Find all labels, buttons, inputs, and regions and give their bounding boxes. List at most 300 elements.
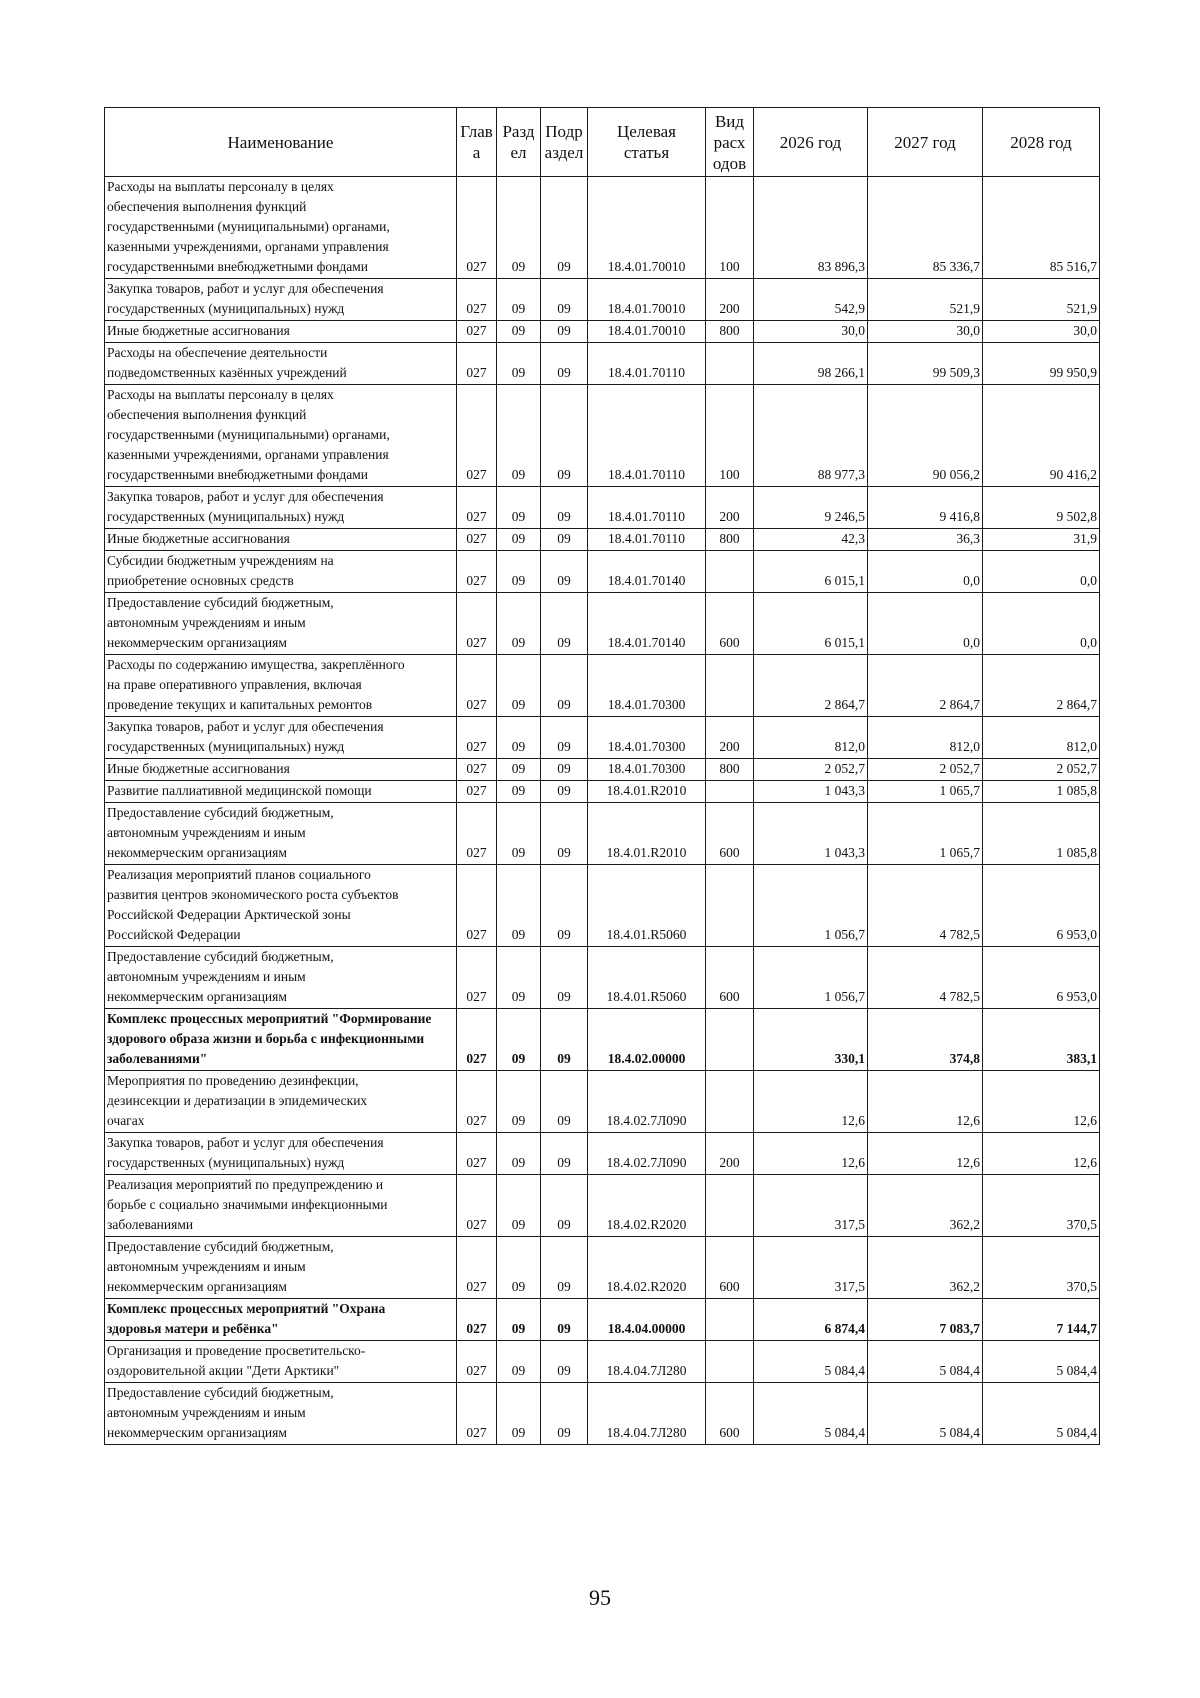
header-target-line: Целевая [616, 122, 677, 141]
table-row [105, 1237, 1100, 1299]
header-type-line: одов [712, 153, 747, 173]
cell-expense-type: 200 [706, 487, 754, 529]
cell-expense-type [706, 781, 754, 803]
table-row [105, 803, 1100, 865]
cell-name-line: государственными (муниципальными) органами, [107, 219, 390, 234]
cell-2027: 1 065,7 [868, 781, 983, 803]
cell-2027: 1 065,7 [868, 803, 983, 865]
header-chapter [457, 108, 497, 177]
cell-chapter: 027 [457, 1175, 497, 1237]
cell-name-line: Расходы на обеспечение деятельности [107, 345, 328, 360]
cell-2028: 7 144,7 [983, 1299, 1100, 1341]
cell-2028: 12,6 [983, 1133, 1100, 1175]
cell-subsection: 09 [541, 781, 588, 803]
cell-section: 09 [497, 529, 541, 551]
cell-name-line: заболеваниями [107, 1217, 194, 1232]
cell-name [105, 865, 457, 947]
cell-name-line: Иные бюджетные ассигнования [107, 531, 290, 546]
cell-subsection: 09 [541, 947, 588, 1009]
cell-name-line: обеспечения выполнения функций [107, 407, 307, 422]
cell-target-article: 18.4.01.70010 [588, 279, 706, 321]
cell-name-line: на праве оперативного управления, включая [107, 677, 362, 692]
cell-subsection: 09 [541, 1071, 588, 1133]
cell-target-article: 18.4.01.R2010 [588, 803, 706, 865]
cell-chapter: 027 [457, 321, 497, 343]
cell-subsection: 09 [541, 177, 588, 279]
cell-2027: 521,9 [868, 279, 983, 321]
cell-2027: 374,8 [868, 1009, 983, 1071]
table-row [105, 385, 1100, 487]
cell-subsection: 09 [541, 593, 588, 655]
cell-2026: 42,3 [754, 529, 868, 551]
cell-2027: 30,0 [868, 321, 983, 343]
cell-name-line: Закупка товаров, работ и услуг для обеспечения [107, 719, 384, 734]
cell-2026: 88 977,3 [754, 385, 868, 487]
cell-name [105, 177, 457, 279]
cell-chapter: 027 [457, 759, 497, 781]
cell-name-line: подведомственных казённых учреждений [107, 365, 347, 380]
cell-target-article: 18.4.01.R5060 [588, 947, 706, 1009]
table-row [105, 321, 1100, 343]
header-subsection [541, 108, 588, 177]
cell-2027: 0,0 [868, 551, 983, 593]
cell-subsection: 09 [541, 717, 588, 759]
cell-2028: 370,5 [983, 1175, 1100, 1237]
cell-chapter: 027 [457, 1009, 497, 1071]
cell-subsection: 09 [541, 1341, 588, 1383]
cell-name-line: Предоставление субсидий бюджетным, [107, 595, 334, 610]
table-row [105, 1133, 1100, 1175]
cell-expense-type [706, 1009, 754, 1071]
cell-name-line: некоммерческим организациям [107, 989, 287, 1004]
table-row [105, 717, 1100, 759]
cell-name-line: Комплекс процессных мероприятий "Формирование [107, 1011, 432, 1026]
cell-subsection: 09 [541, 279, 588, 321]
cell-subsection: 09 [541, 1383, 588, 1445]
cell-section: 09 [497, 803, 541, 865]
cell-name [105, 1009, 457, 1071]
cell-section: 09 [497, 1383, 541, 1445]
cell-name-line: Иные бюджетные ассигнования [107, 323, 290, 338]
cell-2028: 370,5 [983, 1237, 1100, 1299]
cell-target-article: 18.4.01.70140 [588, 551, 706, 593]
cell-2027: 99 509,3 [868, 343, 983, 385]
cell-2028: 31,9 [983, 529, 1100, 551]
cell-2027: 7 083,7 [868, 1299, 983, 1341]
cell-name-line: государственных (муниципальных) нужд [107, 1155, 345, 1170]
cell-section: 09 [497, 593, 541, 655]
cell-expense-type: 800 [706, 759, 754, 781]
header-section [497, 108, 541, 177]
cell-2026: 1 043,3 [754, 781, 868, 803]
cell-name [105, 551, 457, 593]
cell-name-line: заболеваниями" [107, 1051, 208, 1066]
cell-name-line: дезинсекции и дератизации в эпидемических [107, 1093, 368, 1108]
header-subsection-line: аздел [544, 143, 584, 162]
cell-name-line: борьбе с социально значимыми инфекционными [107, 1197, 388, 1212]
cell-section: 09 [497, 1341, 541, 1383]
cell-chapter: 027 [457, 529, 497, 551]
cell-expense-type: 100 [706, 385, 754, 487]
cell-name-line: Реализация мероприятий по предупреждению и [107, 1177, 384, 1192]
cell-2028: 1 085,8 [983, 803, 1100, 865]
cell-name-line: очагах [107, 1113, 145, 1128]
cell-target-article: 18.4.01.R5060 [588, 865, 706, 947]
cell-2026: 1 056,7 [754, 865, 868, 947]
cell-name-line: некоммерческим организациям [107, 845, 287, 860]
table-row [105, 1299, 1100, 1341]
cell-section: 09 [497, 1071, 541, 1133]
cell-target-article: 18.4.01.70110 [588, 385, 706, 487]
cell-chapter: 027 [457, 551, 497, 593]
cell-2028: 6 953,0 [983, 865, 1100, 947]
cell-2027: 362,2 [868, 1237, 983, 1299]
cell-expense-type: 200 [706, 279, 754, 321]
cell-name-line: Предоставление субсидий бюджетным, [107, 1239, 334, 1254]
table-row [105, 343, 1100, 385]
cell-expense-type [706, 1175, 754, 1237]
cell-2028: 85 516,7 [983, 177, 1100, 279]
cell-name [105, 655, 457, 717]
cell-subsection: 09 [541, 655, 588, 717]
cell-name [105, 1071, 457, 1133]
cell-name-line: некоммерческим организациям [107, 1425, 287, 1440]
table-row [105, 593, 1100, 655]
cell-chapter: 027 [457, 1341, 497, 1383]
cell-2026: 30,0 [754, 321, 868, 343]
cell-target-article: 18.4.01.70010 [588, 321, 706, 343]
header-chapter-line: а [472, 143, 481, 162]
cell-target-article: 18.4.02.R2020 [588, 1237, 706, 1299]
cell-2028: 12,6 [983, 1071, 1100, 1133]
header-subsection-line: Подр [545, 122, 583, 141]
cell-2027: 2 052,7 [868, 759, 983, 781]
cell-2026: 6 015,1 [754, 551, 868, 593]
cell-chapter: 027 [457, 655, 497, 717]
cell-name [105, 717, 457, 759]
cell-2026: 83 896,3 [754, 177, 868, 279]
cell-name-line: обеспечения выполнения функций [107, 199, 307, 214]
cell-2028: 99 950,9 [983, 343, 1100, 385]
header-section-line: Разд [502, 122, 535, 141]
cell-2027: 2 864,7 [868, 655, 983, 717]
cell-2027: 5 084,4 [868, 1383, 983, 1445]
cell-chapter: 027 [457, 803, 497, 865]
cell-target-article: 18.4.04.00000 [588, 1299, 706, 1341]
cell-target-article: 18.4.02.R2020 [588, 1175, 706, 1237]
cell-expense-type [706, 1299, 754, 1341]
cell-expense-type: 600 [706, 947, 754, 1009]
cell-chapter: 027 [457, 1383, 497, 1445]
table-row [105, 781, 1100, 803]
cell-name-line: автономным учреждениям и иным [107, 1259, 306, 1274]
cell-name-line: государственных (муниципальных) нужд [107, 301, 345, 316]
cell-section: 09 [497, 1237, 541, 1299]
cell-2028: 9 502,8 [983, 487, 1100, 529]
cell-chapter: 027 [457, 1133, 497, 1175]
cell-name-line: автономным учреждениям и иным [107, 969, 306, 984]
cell-chapter: 027 [457, 1237, 497, 1299]
cell-name [105, 803, 457, 865]
cell-section: 09 [497, 177, 541, 279]
cell-name [105, 947, 457, 1009]
cell-name-line: Предоставление субсидий бюджетным, [107, 1385, 334, 1400]
cell-2027: 4 782,5 [868, 947, 983, 1009]
cell-2027: 4 782,5 [868, 865, 983, 947]
cell-expense-type: 600 [706, 1383, 754, 1445]
cell-chapter: 027 [457, 487, 497, 529]
cell-2027: 90 056,2 [868, 385, 983, 487]
cell-expense-type: 800 [706, 321, 754, 343]
cell-2026: 542,9 [754, 279, 868, 321]
cell-subsection: 09 [541, 529, 588, 551]
cell-2027: 85 336,7 [868, 177, 983, 279]
cell-2026: 1 043,3 [754, 803, 868, 865]
cell-name-line: здорового образа жизни и борьба с инфекционными [107, 1031, 425, 1046]
cell-chapter: 027 [457, 865, 497, 947]
header-name: Наименование [105, 108, 457, 177]
header-type-line: Вид [714, 111, 745, 131]
cell-name-line: государственных (муниципальных) нужд [107, 739, 345, 754]
cell-chapter: 027 [457, 1299, 497, 1341]
cell-expense-type [706, 1341, 754, 1383]
cell-name-line: Закупка товаров, работ и услуг для обеспечения [107, 281, 384, 296]
cell-section: 09 [497, 759, 541, 781]
cell-2027: 5 084,4 [868, 1341, 983, 1383]
cell-target-article: 18.4.01.R2010 [588, 781, 706, 803]
cell-chapter: 027 [457, 177, 497, 279]
cell-section: 09 [497, 1133, 541, 1175]
cell-2026: 330,1 [754, 1009, 868, 1071]
header-expense-type [706, 108, 754, 177]
cell-name-line: автономным учреждениям и иным [107, 1405, 306, 1420]
cell-2026: 98 266,1 [754, 343, 868, 385]
cell-name [105, 1133, 457, 1175]
cell-2028: 90 416,2 [983, 385, 1100, 487]
cell-expense-type: 100 [706, 177, 754, 279]
cell-expense-type: 800 [706, 529, 754, 551]
cell-expense-type: 200 [706, 717, 754, 759]
cell-2026: 317,5 [754, 1175, 868, 1237]
header-type-line: расх [713, 132, 746, 152]
cell-target-article: 18.4.01.70010 [588, 177, 706, 279]
cell-2027: 362,2 [868, 1175, 983, 1237]
table-row [105, 1175, 1100, 1237]
cell-expense-type [706, 1071, 754, 1133]
cell-expense-type [706, 343, 754, 385]
cell-2028: 5 084,4 [983, 1383, 1100, 1445]
cell-target-article: 18.4.02.00000 [588, 1009, 706, 1071]
cell-target-article: 18.4.01.70110 [588, 487, 706, 529]
cell-2028: 521,9 [983, 279, 1100, 321]
table-row [105, 1341, 1100, 1383]
cell-chapter: 027 [457, 717, 497, 759]
cell-expense-type [706, 655, 754, 717]
table-row [105, 177, 1100, 279]
cell-expense-type: 600 [706, 593, 754, 655]
cell-section: 09 [497, 717, 541, 759]
cell-2026: 1 056,7 [754, 947, 868, 1009]
cell-name-line: казенными учреждениями, органами управления [107, 239, 389, 254]
cell-name-line: оздоровительной акции "Дети Арктики" [107, 1363, 340, 1378]
cell-section: 09 [497, 343, 541, 385]
cell-name-line: Закупка товаров, работ и услуг для обеспечения [107, 1135, 384, 1150]
cell-name [105, 593, 457, 655]
cell-2028: 2 864,7 [983, 655, 1100, 717]
cell-2027: 12,6 [868, 1071, 983, 1133]
cell-2027: 812,0 [868, 717, 983, 759]
cell-target-article: 18.4.02.7Л090 [588, 1133, 706, 1175]
cell-subsection: 09 [541, 1237, 588, 1299]
cell-section: 09 [497, 655, 541, 717]
header-chapter-line: Глав [460, 122, 493, 141]
cell-subsection: 09 [541, 1299, 588, 1341]
cell-name-line: Закупка товаров, работ и услуг для обеспечения [107, 489, 384, 504]
cell-subsection: 09 [541, 385, 588, 487]
cell-2028: 5 084,4 [983, 1341, 1100, 1383]
cell-subsection: 09 [541, 1175, 588, 1237]
cell-name [105, 1383, 457, 1445]
cell-name [105, 759, 457, 781]
cell-name-line: приобретение основных средств [107, 573, 294, 588]
cell-subsection: 09 [541, 1009, 588, 1071]
cell-expense-type [706, 865, 754, 947]
cell-name-line: государственными внебюджетными фондами [107, 467, 369, 482]
cell-section: 09 [497, 1175, 541, 1237]
page-number: 95 [589, 1585, 611, 1610]
cell-target-article: 18.4.01.70300 [588, 759, 706, 781]
cell-name-line: государственными внебюджетными фондами [107, 259, 369, 274]
cell-name-line: Предоставление субсидий бюджетным, [107, 949, 334, 964]
cell-chapter: 027 [457, 279, 497, 321]
cell-name-line: государственных (муниципальных) нужд [107, 509, 345, 524]
table-row [105, 947, 1100, 1009]
cell-subsection: 09 [541, 343, 588, 385]
cell-target-article: 18.4.01.70110 [588, 529, 706, 551]
cell-chapter: 027 [457, 593, 497, 655]
cell-name-line: Предоставление субсидий бюджетным, [107, 805, 334, 820]
cell-2027: 9 416,8 [868, 487, 983, 529]
cell-name-line: Мероприятия по проведению дезинфекции, [107, 1073, 359, 1088]
cell-name-line: развития центров экономического роста субъектов [107, 887, 399, 902]
cell-2026: 12,6 [754, 1071, 868, 1133]
cell-subsection: 09 [541, 759, 588, 781]
cell-2026: 2 052,7 [754, 759, 868, 781]
cell-name-line: проведение текущих и капитальных ремонтов [107, 697, 373, 712]
cell-target-article: 18.4.04.7Л280 [588, 1383, 706, 1445]
cell-chapter: 027 [457, 385, 497, 487]
cell-section: 09 [497, 279, 541, 321]
cell-2028: 0,0 [983, 593, 1100, 655]
cell-expense-type [706, 551, 754, 593]
cell-2026: 12,6 [754, 1133, 868, 1175]
cell-name [105, 1299, 457, 1341]
cell-2026: 5 084,4 [754, 1383, 868, 1445]
cell-name-line: некоммерческим организациям [107, 1279, 287, 1294]
table-row [105, 487, 1100, 529]
cell-2027: 36,3 [868, 529, 983, 551]
budget-table [104, 107, 1100, 1445]
cell-2026: 812,0 [754, 717, 868, 759]
cell-name [105, 1175, 457, 1237]
cell-section: 09 [497, 551, 541, 593]
cell-section: 09 [497, 487, 541, 529]
cell-chapter: 027 [457, 781, 497, 803]
cell-target-article: 18.4.01.70300 [588, 655, 706, 717]
cell-subsection: 09 [541, 551, 588, 593]
cell-subsection: 09 [541, 803, 588, 865]
cell-section: 09 [497, 1299, 541, 1341]
cell-name [105, 343, 457, 385]
cell-name-line: автономным учреждениям и иным [107, 825, 306, 840]
cell-subsection: 09 [541, 865, 588, 947]
cell-name [105, 781, 457, 803]
cell-name-line: Иные бюджетные ассигнования [107, 761, 290, 776]
cell-chapter: 027 [457, 343, 497, 385]
cell-2026: 5 084,4 [754, 1341, 868, 1383]
cell-subsection: 09 [541, 487, 588, 529]
header-section-line: ел [510, 143, 527, 162]
cell-name [105, 279, 457, 321]
cell-name-line: Комплекс процессных мероприятий "Охрана [107, 1301, 386, 1316]
cell-chapter: 027 [457, 1071, 497, 1133]
cell-name [105, 385, 457, 487]
table-header-row [105, 108, 1100, 177]
table-row [105, 1383, 1100, 1445]
table-row [105, 551, 1100, 593]
cell-name-line: Расходы на выплаты персоналу в целях [107, 387, 334, 402]
cell-subsection: 09 [541, 1133, 588, 1175]
cell-2026: 317,5 [754, 1237, 868, 1299]
table-body [105, 177, 1100, 1445]
cell-target-article: 18.4.01.70140 [588, 593, 706, 655]
table-row [105, 865, 1100, 947]
cell-name-line: Развитие паллиативной медицинской помощи [107, 783, 372, 798]
cell-2027: 12,6 [868, 1133, 983, 1175]
cell-section: 09 [497, 385, 541, 487]
cell-name-line: Российской Федерации Арктической зоны [107, 907, 351, 922]
cell-name [105, 529, 457, 551]
cell-expense-type: 600 [706, 1237, 754, 1299]
table-row [105, 655, 1100, 717]
cell-section: 09 [497, 1009, 541, 1071]
cell-name-line: здоровья матери и ребёнка" [107, 1321, 279, 1336]
cell-expense-type: 200 [706, 1133, 754, 1175]
cell-chapter: 027 [457, 947, 497, 1009]
cell-name-line: Реализация мероприятий планов социального [107, 867, 371, 882]
cell-section: 09 [497, 865, 541, 947]
table-row [105, 1071, 1100, 1133]
cell-2028: 383,1 [983, 1009, 1100, 1071]
cell-target-article: 18.4.01.70110 [588, 343, 706, 385]
header-2028: 2028 год [983, 108, 1100, 177]
cell-2028: 1 085,8 [983, 781, 1100, 803]
cell-2028: 6 953,0 [983, 947, 1100, 1009]
table-row [105, 1009, 1100, 1071]
header-2026: 2026 год [754, 108, 868, 177]
cell-name [105, 321, 457, 343]
cell-name [105, 1341, 457, 1383]
cell-2026: 9 246,5 [754, 487, 868, 529]
cell-name [105, 487, 457, 529]
cell-name-line: Организация и проведение просветительско- [107, 1343, 366, 1358]
table-row [105, 759, 1100, 781]
cell-2028: 0,0 [983, 551, 1100, 593]
header-target [588, 108, 706, 177]
cell-2026: 6 015,1 [754, 593, 868, 655]
cell-2027: 0,0 [868, 593, 983, 655]
cell-section: 09 [497, 781, 541, 803]
